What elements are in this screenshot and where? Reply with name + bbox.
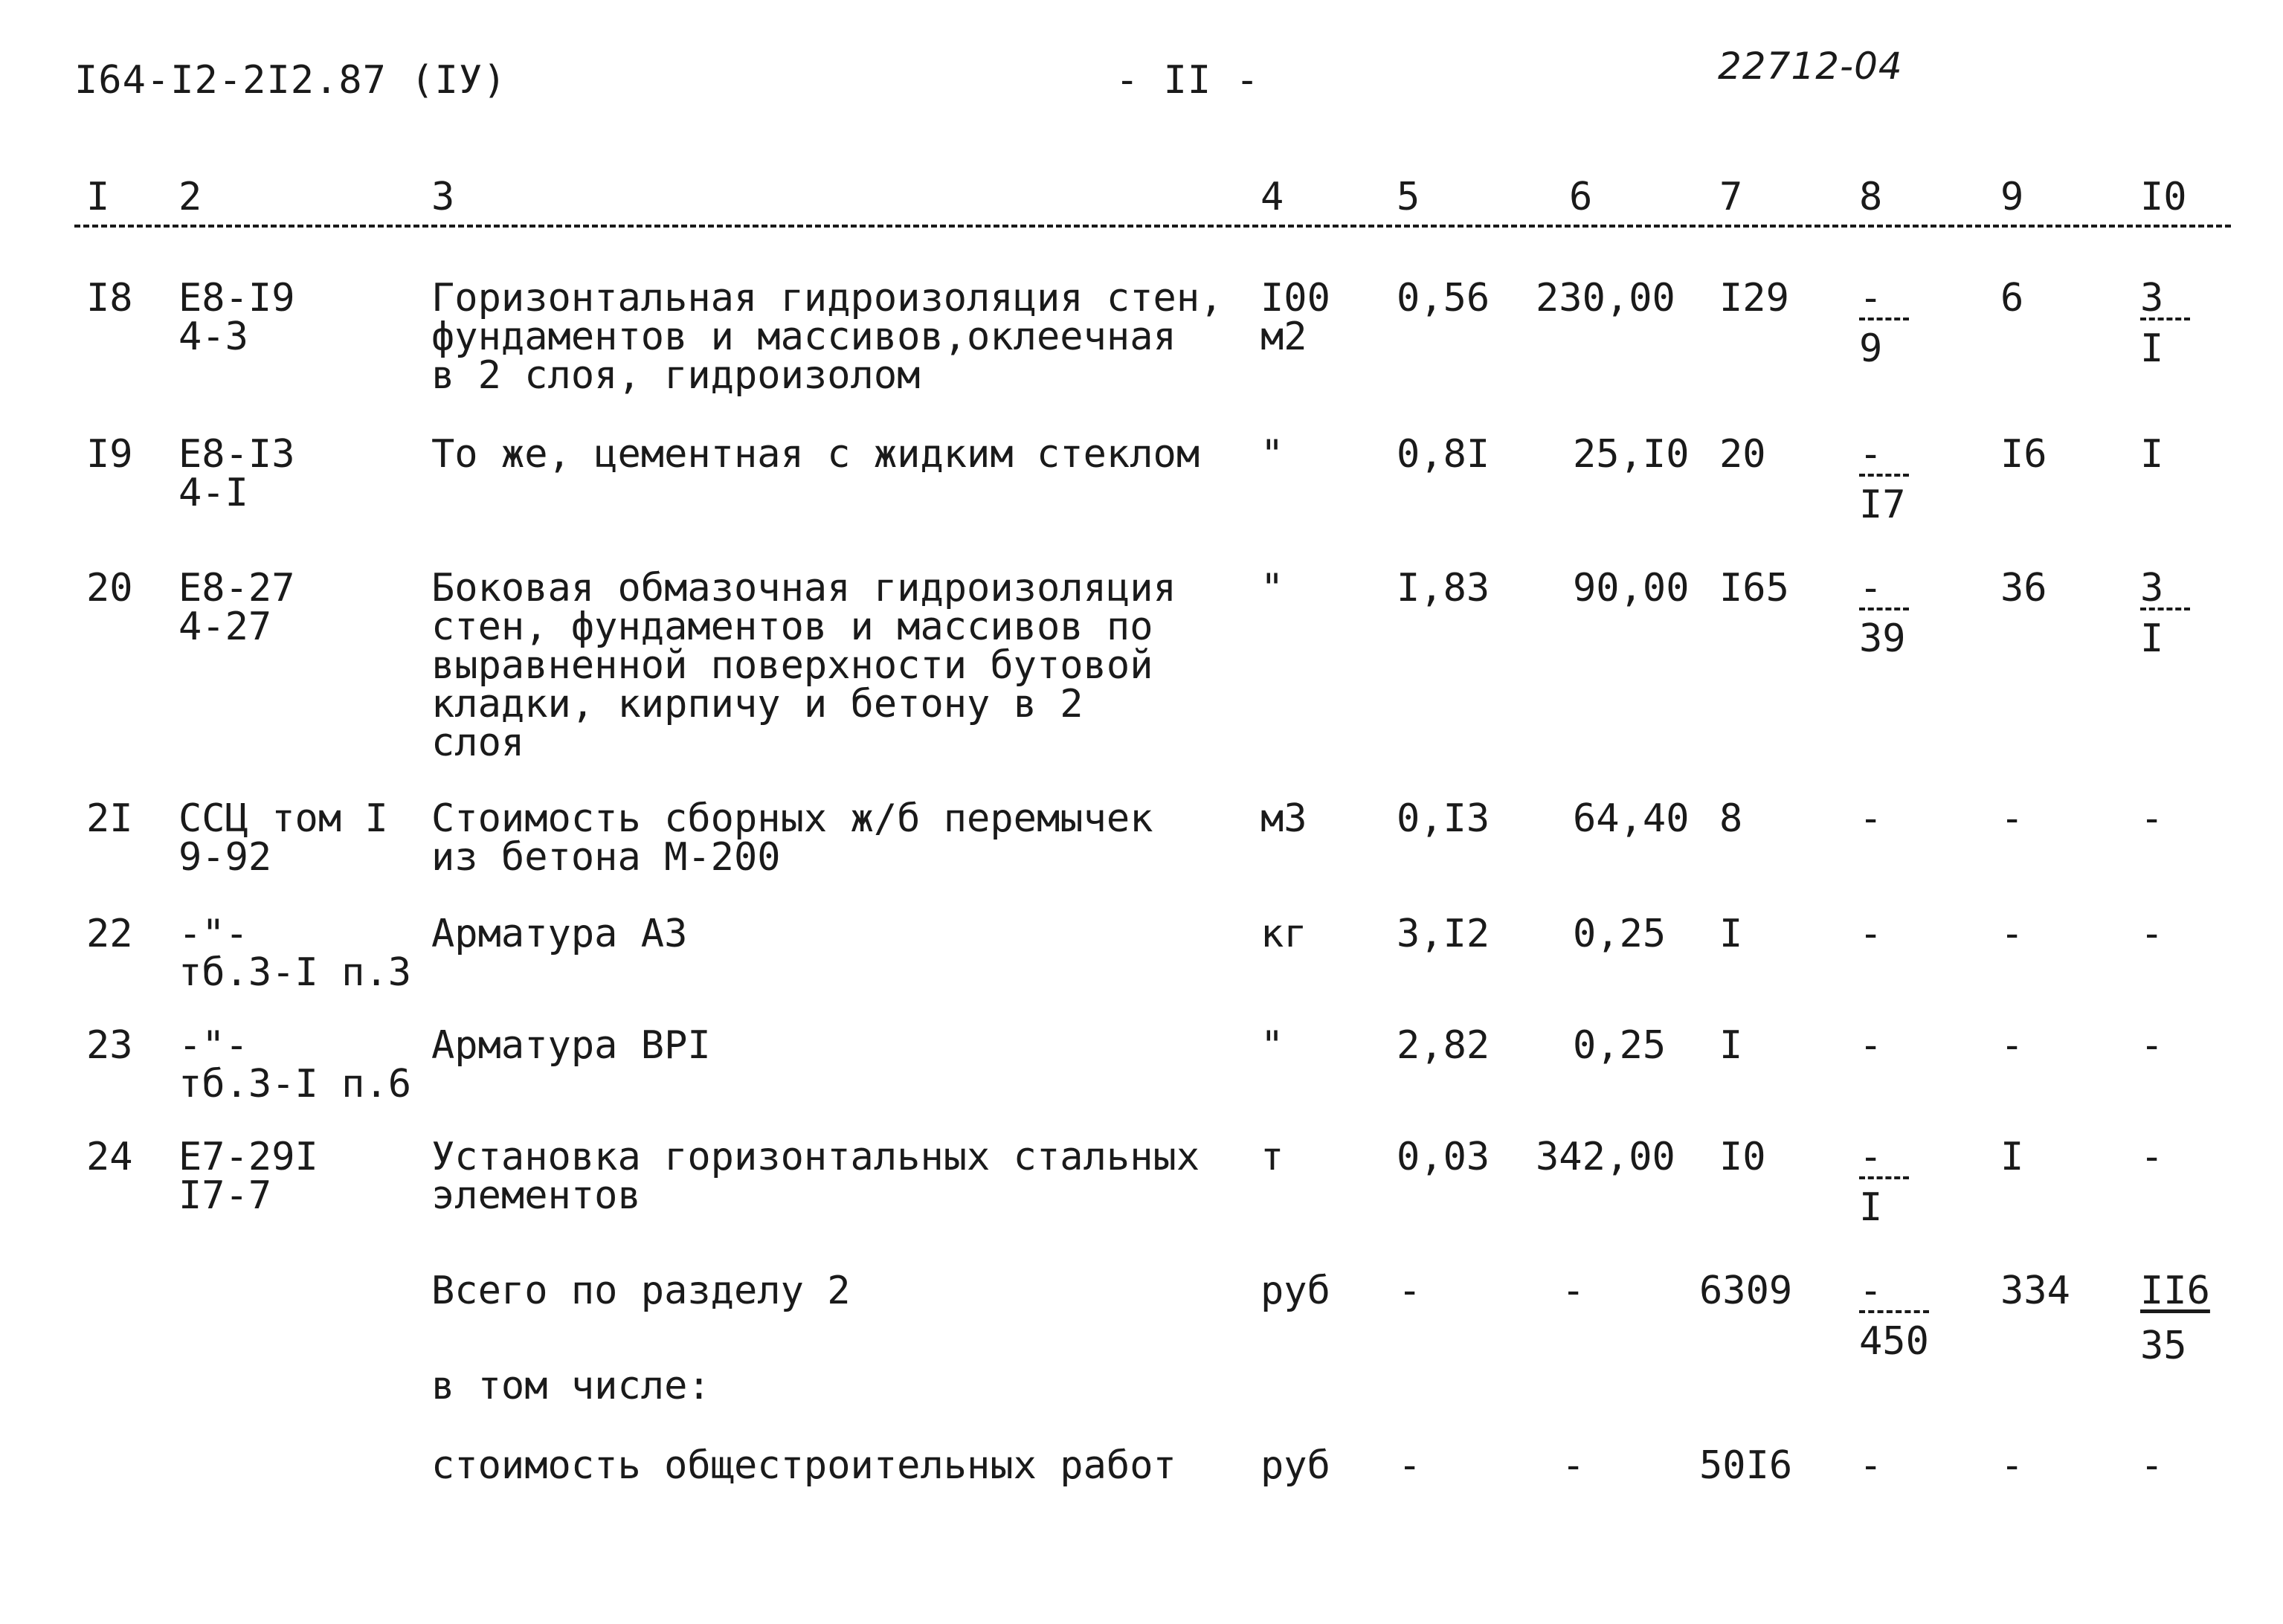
- column-9-value: -: [2000, 1023, 2024, 1068]
- total-price: -: [1562, 1269, 1585, 1313]
- column-10-value: I: [2140, 432, 2164, 477]
- row-number: 23: [86, 1023, 133, 1068]
- section-total-column-9: 334: [2000, 1269, 2070, 1313]
- norm-code: ССЦ том I 9-92: [178, 796, 388, 880]
- total-cost: I0: [1719, 1135, 1766, 1179]
- unit: ": [1260, 566, 1284, 610]
- general-works-quantity: -: [1398, 1443, 1422, 1488]
- unit-price: 0,25: [1573, 912, 1667, 956]
- wages-value: -: [1859, 1023, 1883, 1068]
- column-header-3: 3: [431, 175, 455, 219]
- unit-price: 0,25: [1573, 1023, 1667, 1068]
- column-header-6: 6: [1569, 175, 1593, 219]
- total-cost: I: [1719, 1023, 1743, 1068]
- wages-value: -: [1859, 912, 1883, 956]
- norm-code: E7-29I I7-7: [178, 1135, 318, 1218]
- unit-price: 230,00: [1536, 276, 1675, 320]
- column-10-value: -: [2140, 796, 2164, 841]
- general-works-price: -: [1562, 1443, 1585, 1488]
- unit: ": [1260, 432, 1284, 477]
- general-works-column-9: -: [2000, 1443, 2024, 1488]
- general-works-column-10: -: [2140, 1443, 2164, 1488]
- norm-code: E8-I3 4-I: [178, 432, 295, 515]
- column-9-value: -: [2000, 796, 2024, 841]
- unit: ": [1260, 1023, 1284, 1068]
- norm-code: -"- тб.3-I п.3: [178, 912, 412, 995]
- work-description: Горизонтальная гидроизоляция стен, фундаментов и массивов,оклеечная в 2 слоя, гидроизолом: [431, 276, 1223, 398]
- total-cost: I29: [1719, 276, 1789, 320]
- column-header-8: 8: [1859, 175, 1883, 219]
- unit-price: 342,00: [1536, 1135, 1675, 1179]
- norm-code: E8-27 4-27: [178, 566, 295, 649]
- column-header-2: 2: [178, 175, 202, 219]
- unit: I00 м2: [1260, 276, 1330, 359]
- quantity: I,83: [1397, 566, 1490, 610]
- document-code: I64-I2-2I2.87 (IУ): [74, 58, 507, 103]
- quantity: 0,03: [1397, 1135, 1490, 1179]
- row-number: I8: [86, 276, 133, 320]
- column-9-value: I: [2000, 1135, 2024, 1179]
- column-10-value: -: [2140, 1135, 2164, 1179]
- including-label: в том числе:: [431, 1364, 711, 1408]
- unit-price: 25,I0: [1573, 432, 1690, 477]
- column-10-value: -: [2140, 912, 2164, 956]
- column-header-5: 5: [1397, 175, 1420, 219]
- row-number: 22: [86, 912, 133, 956]
- work-description: Стоимость сборных ж/б перемычек из бетона М-200: [431, 796, 1153, 880]
- row-number: 20: [86, 566, 133, 610]
- column-9-value: -: [2000, 912, 2024, 956]
- total-cost: I: [1719, 912, 1743, 956]
- work-description: Боковая обмазочная гидроизоляция стен, фундаментов и массивов по выравненной поверхности бутовой кладки, кирпичу и бетону в 2 слоя: [431, 566, 1176, 765]
- section-total-label: Всего по разделу 2: [431, 1269, 851, 1313]
- general-works-column-8: -: [1859, 1443, 1883, 1488]
- quantity: 0,56: [1397, 276, 1490, 320]
- header-divider: [74, 225, 2231, 228]
- total-cost: 8: [1719, 796, 1743, 841]
- norm-code: -"- тб.3-I п.6: [178, 1023, 412, 1106]
- work-description: То же, цементная с жидким стеклом: [431, 432, 1200, 477]
- quantity: 2,82: [1397, 1023, 1490, 1068]
- total-unit: руб: [1260, 1269, 1330, 1313]
- column-header-1: I: [86, 175, 110, 219]
- norm-code: E8-I9 4-3: [178, 276, 295, 359]
- unit-price: 64,40: [1573, 796, 1690, 841]
- unit: м3: [1260, 796, 1307, 841]
- general-works-unit: руб: [1260, 1443, 1330, 1488]
- unit-price: 90,00: [1573, 566, 1690, 610]
- row-number: 24: [86, 1135, 133, 1179]
- unit: т: [1260, 1135, 1284, 1179]
- page-number: - II -: [1115, 58, 1260, 103]
- quantity: 0,I3: [1397, 796, 1490, 841]
- section-total-value: 6309: [1699, 1269, 1793, 1313]
- column-header-4: 4: [1260, 175, 1284, 219]
- archive-number: 22712-04: [1718, 45, 1903, 88]
- column-10-fraction: $\frac{3}{I}$: [2140, 279, 2190, 370]
- row-number: 2I: [86, 796, 133, 841]
- quantity: 0,8I: [1397, 432, 1490, 477]
- wages-fraction: - I7: [1859, 435, 1909, 526]
- quantity: 3,I2: [1397, 912, 1490, 956]
- total-cost: I65: [1719, 566, 1789, 610]
- column-9-value: I6: [2000, 432, 2047, 477]
- wages-fraction: - 39: [1859, 569, 1909, 660]
- wages-fraction: - I: [1859, 1138, 1909, 1228]
- total-cost: 20: [1719, 432, 1766, 477]
- wages-value: -: [1859, 796, 1883, 841]
- column-9-value: 36: [2000, 566, 2047, 610]
- work-description: Арматура BPI: [431, 1023, 711, 1068]
- general-works-value: 50I6: [1699, 1443, 1793, 1488]
- column-10-value: -: [2140, 1023, 2164, 1068]
- work-description: Установка горизонтальных стальных элементов: [431, 1135, 1200, 1218]
- column-header-7: 7: [1719, 175, 1743, 219]
- total-quantity: -: [1398, 1269, 1422, 1313]
- column-header-9: 9: [2000, 175, 2024, 219]
- general-works-label: стоимость общестроительных работ: [431, 1443, 1176, 1488]
- work-description: Арматура А3: [431, 912, 688, 956]
- wages-fraction: - 9: [1859, 279, 1909, 370]
- unit: кг: [1260, 912, 1307, 956]
- row-number: I9: [86, 432, 133, 477]
- column-header-10: I0: [2140, 175, 2187, 219]
- section-total-column-10-fraction: II6 35: [2140, 1269, 2210, 1368]
- column-9-value: 6: [2000, 276, 2024, 320]
- section-total-wages-fraction: - 450: [1859, 1269, 1929, 1364]
- column-10-fraction: $\frac{3}{I}$: [2140, 569, 2190, 660]
